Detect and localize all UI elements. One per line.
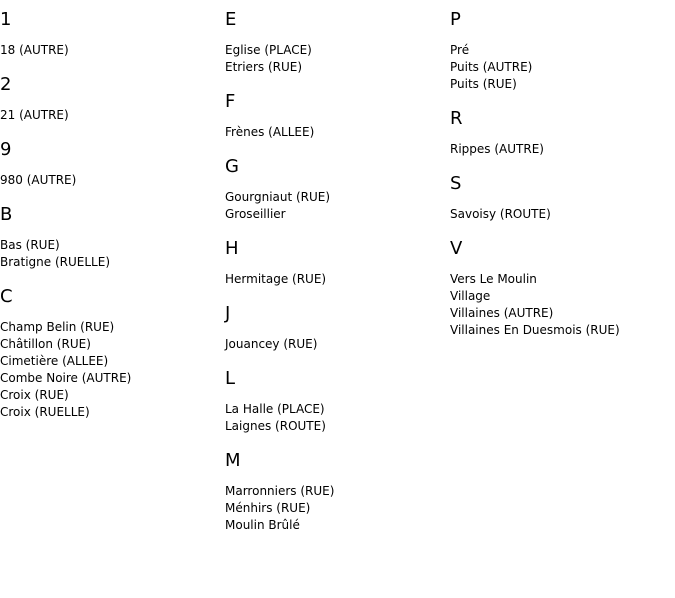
index-column-2	[225, 8, 445, 548]
street-link[interactable]: Gourgniaut (RUE)	[225, 190, 331, 204]
street-link[interactable]: Puits (RUE)	[450, 77, 517, 91]
street-link[interactable]: Bas (RUE)	[0, 238, 60, 252]
letter-group	[450, 172, 670, 223]
street-link[interactable]: Marronniers (RUE)	[225, 484, 335, 498]
letter-group	[0, 203, 220, 271]
letter-heading: C	[0, 286, 13, 307]
street-list	[225, 336, 445, 353]
street-list	[0, 172, 220, 189]
street-link[interactable]: Cimetière (ALLEE)	[0, 354, 109, 368]
street-link[interactable]: 980 (AUTRE)	[0, 173, 77, 187]
letter-heading: 1	[0, 9, 12, 30]
street-link[interactable]: Rippes (AUTRE)	[450, 142, 544, 156]
street-link[interactable]: Groseillier	[225, 207, 286, 221]
street-list	[225, 42, 445, 76]
street-link[interactable]: La Halle (PLACE)	[225, 402, 325, 416]
street-list	[225, 401, 445, 435]
letter-group	[0, 138, 220, 189]
street-list	[0, 42, 220, 59]
letter-group	[225, 237, 445, 288]
letter-heading: P	[450, 9, 461, 30]
street-link[interactable]: 21 (AUTRE)	[0, 108, 69, 122]
letter-heading: H	[225, 238, 239, 259]
letter-heading: R	[450, 108, 463, 129]
street-list	[225, 483, 445, 534]
street-list	[450, 206, 670, 223]
letter-heading: E	[225, 9, 237, 30]
street-link[interactable]: Villaines (AUTRE)	[450, 306, 554, 320]
street-link[interactable]: Ménhirs (RUE)	[225, 501, 311, 515]
letter-heading: 2	[0, 74, 12, 95]
letter-group	[450, 8, 670, 93]
letter-group	[225, 367, 445, 435]
street-link[interactable]: Vers Le Moulin	[450, 272, 537, 286]
street-link[interactable]: Villaines En Duesmois (RUE)	[450, 323, 620, 337]
street-link[interactable]: Jouancey (RUE)	[225, 337, 318, 351]
index-column-1	[0, 8, 220, 435]
street-link[interactable]: Pré	[450, 43, 470, 57]
street-list	[0, 319, 220, 421]
street-link[interactable]: Laignes (ROUTE)	[225, 419, 326, 433]
street-list	[450, 141, 670, 158]
street-link[interactable]: Combe Noire (AUTRE)	[0, 371, 132, 385]
letter-group	[225, 449, 445, 534]
street-list	[225, 271, 445, 288]
street-link[interactable]: Croix (RUELLE)	[0, 405, 90, 419]
letter-heading: B	[0, 204, 13, 225]
letter-heading: M	[225, 450, 241, 471]
letter-group	[225, 90, 445, 141]
index-column-3	[450, 8, 670, 353]
street-list	[450, 42, 670, 93]
street-list	[0, 107, 220, 124]
street-link[interactable]: Puits (AUTRE)	[450, 60, 533, 74]
street-link[interactable]: Hermitage (RUE)	[225, 272, 327, 286]
letter-heading: G	[225, 156, 239, 177]
street-link[interactable]: Village	[450, 289, 491, 303]
street-list	[450, 271, 670, 339]
street-link[interactable]: Eglise (PLACE)	[225, 43, 312, 57]
street-link[interactable]: Savoisy (ROUTE)	[450, 207, 551, 221]
letter-group	[0, 285, 220, 421]
letter-group	[225, 302, 445, 353]
letter-group	[0, 8, 220, 59]
letter-group	[225, 155, 445, 223]
letter-group	[450, 237, 670, 339]
letter-heading: S	[450, 173, 462, 194]
letter-group	[225, 8, 445, 76]
letter-heading: L	[225, 368, 236, 389]
street-link[interactable]: 18 (AUTRE)	[0, 43, 69, 57]
street-link[interactable]: Bratigne (RUELLE)	[0, 255, 110, 269]
letter-group	[450, 107, 670, 158]
street-link[interactable]: Moulin Brûlé	[225, 518, 300, 532]
street-link[interactable]: Frènes (ALLEE)	[225, 125, 315, 139]
street-list	[0, 237, 220, 271]
street-link[interactable]: Champ Belin (RUE)	[0, 320, 115, 334]
letter-group	[0, 73, 220, 124]
street-list	[225, 189, 445, 223]
letter-heading: J	[225, 303, 231, 324]
letter-heading: 9	[0, 139, 12, 160]
street-link[interactable]: Etriers (RUE)	[225, 60, 303, 74]
letter-heading: V	[450, 238, 463, 259]
street-link[interactable]: Châtillon (RUE)	[0, 337, 91, 351]
street-list	[225, 124, 445, 141]
letter-heading: F	[225, 91, 236, 112]
street-link[interactable]: Croix (RUE)	[0, 388, 69, 402]
